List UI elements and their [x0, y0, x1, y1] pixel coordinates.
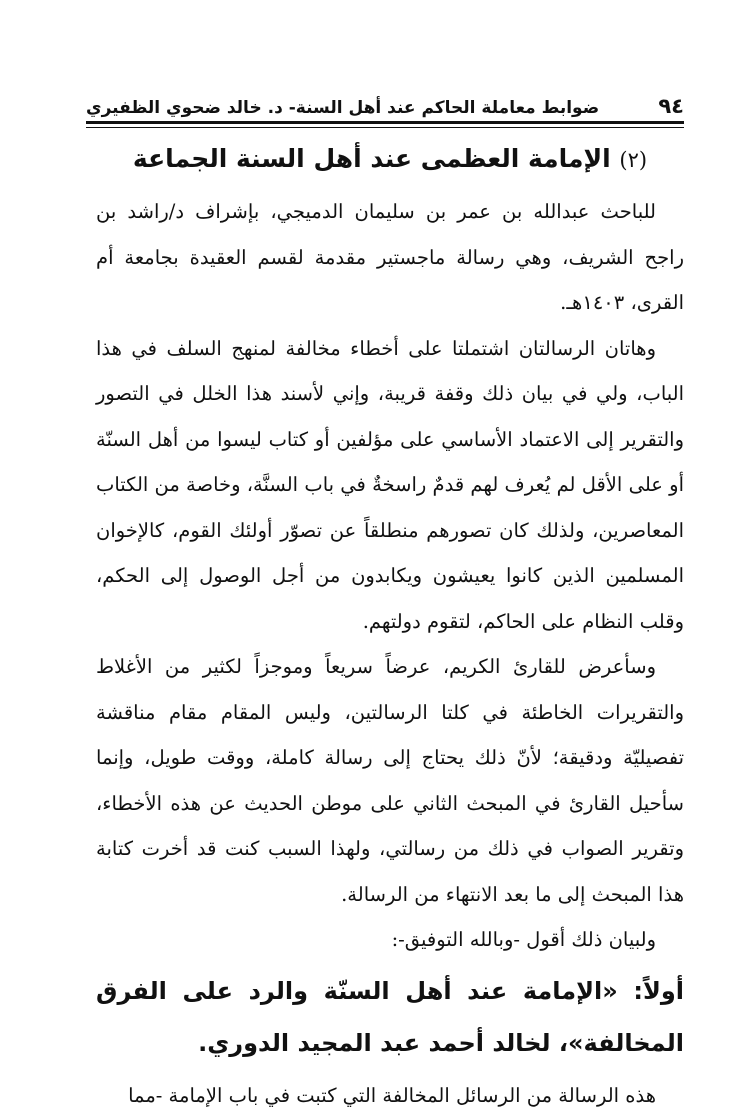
header-rule-thin	[86, 127, 684, 128]
paragraph-2: وهاتان الرسالتان اشتملتا على أخطاء مخالفة لمنهج السلف في هذا الباب، ولي في بيان ذلك وقفة قريبة، وإني لأسند هذا الخلل في التصور والتقرير إلى الاعتماد الأساسي على مؤلفين أو كتاب ليسوا من أهل السنّة أو على الأقل لم يُعرف لهم قدمٌ راسخةٌ في باب السنَّة، وخاصة من الكتاب المعاصرين، ولذلك كان تصورهم منطلقاً عن تصوّر أولئك القوم، كالإخوان المسلمين الذين كانوا يعيشون ويكابدون من أجل الوصول إلى الحكم، وقلب النظام على الحاكم، لتقوم دولتهم.	[96, 326, 684, 645]
section-number: (٢)	[619, 148, 647, 172]
paragraph-1: للباحث عبدالله بن عمر بن سليمان الدميجي، بإشراف د/راشد بن راجح الشريف، وهي رسالة ماجستير مقدمة لقسم العقيدة بجامعة أم القرى، ١٤٠٣هـ.	[96, 189, 684, 326]
page-number: ٩٤	[658, 94, 684, 118]
section-heading	[96, 138, 684, 181]
paragraph-3: وسأعرض للقارئ الكريم، عرضاً سريعاً وموجزاً لكثير من الأغلاط والتقريرات الخاطئة في كلتا الرسالتين، وليس المقام مقام مناقشة تفصيليّة ودقيقة؛ لأنّ ذلك يحتاج إلى رسالة كاملة، ووقت طويل، وإنما سأحيل القارئ في المبحث الثاني على موطن الحديث عن هذه الأخطاء، وتقرير الصواب في ذلك من رسالتي، ولهذا السبب كنت قد أخرت كتابة هذا المبحث إلى ما بعد الانتهاء من الرسالة.	[96, 644, 684, 917]
section-title: الإمامة العظمى عند أهل السنة الجماعة	[133, 144, 611, 173]
header-rule-thick	[86, 121, 684, 124]
running-title: ضوابط معاملة الحاكم عند أهل السنة- د. خالد ضحوي الظفيري	[86, 98, 599, 118]
subsection-title: «الإمامة عند أهل السنّة والرد على الفرق المخالفة»، لخالد أحمد عبد المجيد الدوري.	[96, 977, 684, 1057]
subsection-label: أولاً:	[633, 977, 684, 1005]
paragraph-4: ولبيان ذلك أقول -وبالله التوفيق-:	[96, 917, 684, 963]
subsection-heading	[96, 965, 684, 1069]
body-text	[96, 138, 684, 1118]
page-header	[86, 78, 684, 118]
closing-paragraph: هذه الرسالة من الرسائل المخالفة التي كتبت في باب الإمامة -مما	[96, 1073, 684, 1118]
